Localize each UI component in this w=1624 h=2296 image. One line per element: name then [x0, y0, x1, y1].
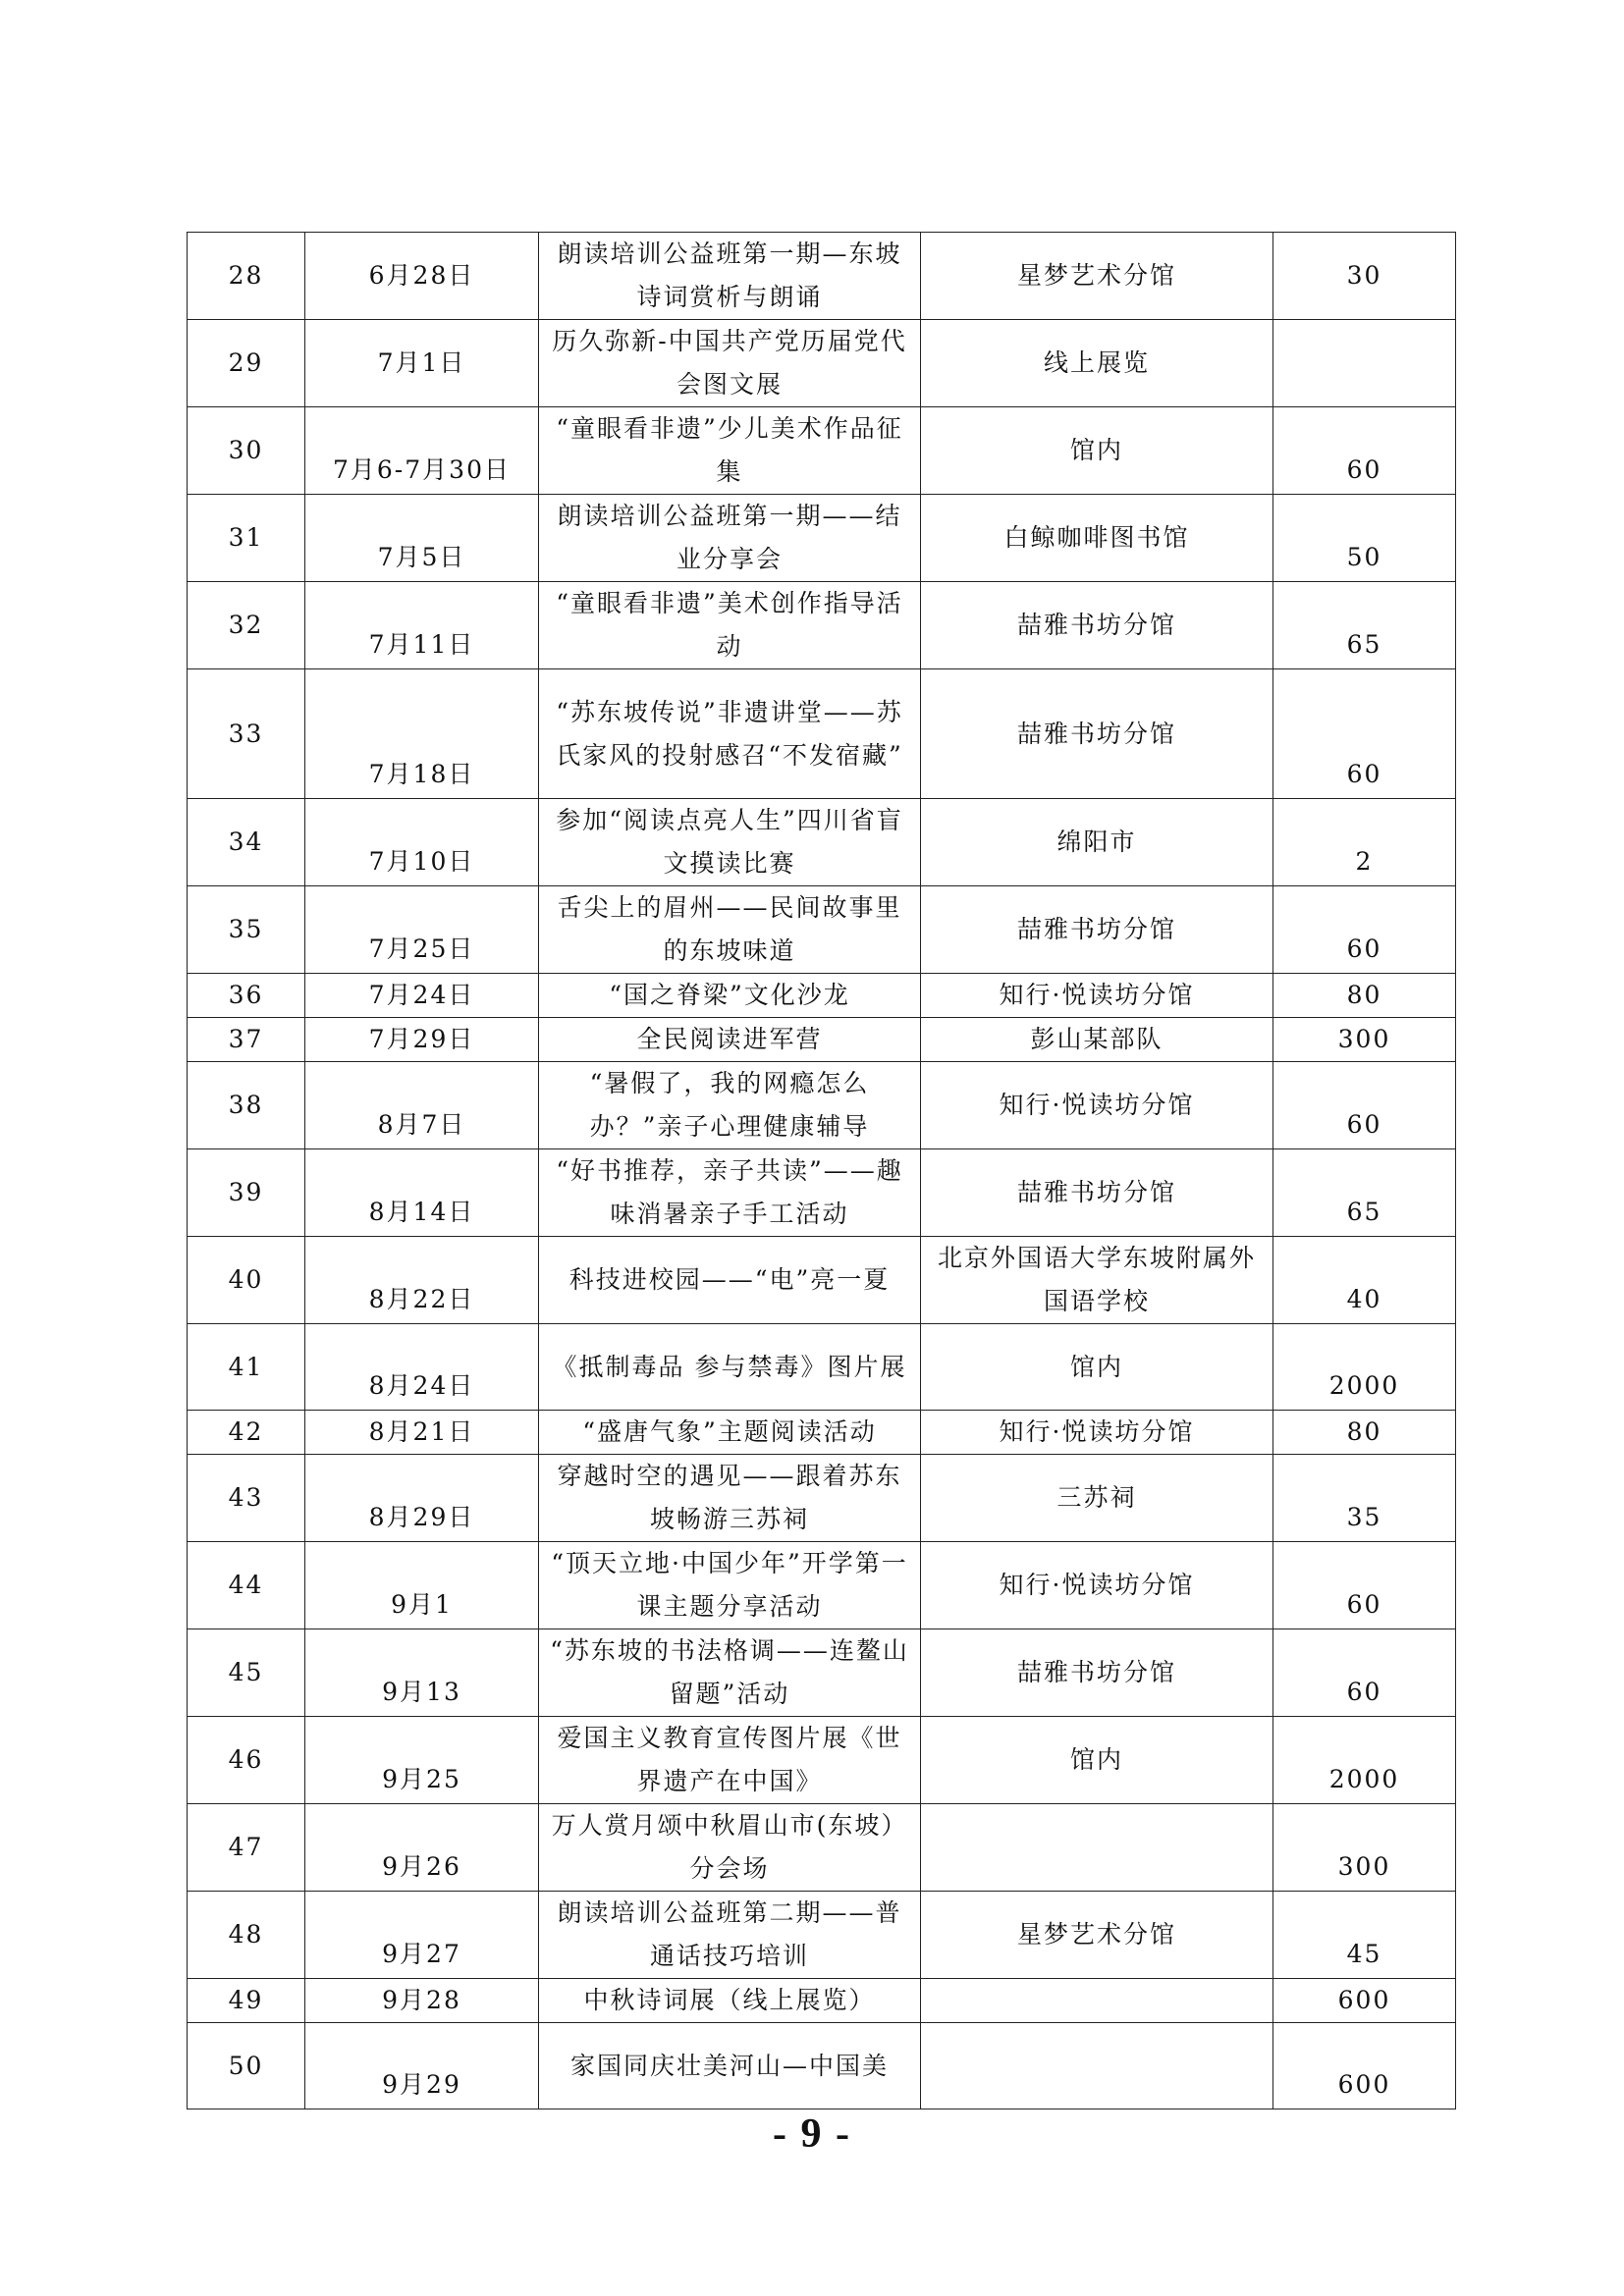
activity-date: 7月24日	[305, 974, 539, 1018]
activity-venue: 喆雅书坊分馆	[921, 669, 1273, 799]
table-row	[188, 1411, 1456, 1455]
activity-name: 历久弥新-中国共产党历届党代会图文展	[539, 320, 921, 407]
participant-count: 60	[1273, 407, 1456, 495]
row-number: 49	[188, 1979, 305, 2023]
table-row	[188, 407, 1456, 495]
participant-count: 65	[1273, 1149, 1456, 1237]
participant-count: 65	[1273, 582, 1456, 669]
activity-name: “苏东坡传说”非遗讲堂——苏氏家风的投射感召“不发宿藏”	[539, 669, 921, 799]
activity-date: 8月24日	[305, 1324, 539, 1411]
activity-venue: 馆内	[921, 1324, 1273, 1411]
participant-count: 45	[1273, 1892, 1456, 1979]
activity-name: “盛唐气象”主题阅读活动	[539, 1411, 921, 1455]
row-number: 45	[188, 1629, 305, 1717]
table-row	[188, 1062, 1456, 1149]
participant-count: 300	[1273, 1018, 1456, 1062]
activity-venue: 喆雅书坊分馆	[921, 886, 1273, 974]
row-number: 34	[188, 799, 305, 886]
row-number: 33	[188, 669, 305, 799]
activity-date: 8月7日	[305, 1062, 539, 1149]
participant-count: 2000	[1273, 1717, 1456, 1804]
row-number: 40	[188, 1237, 305, 1324]
activity-venue	[921, 1979, 1273, 2023]
activity-date: 9月26	[305, 1804, 539, 1892]
table-row	[188, 1804, 1456, 1892]
activity-venue	[921, 1804, 1273, 1892]
table-row	[188, 886, 1456, 974]
activity-venue: 馆内	[921, 1717, 1273, 1804]
activity-name: 全民阅读进军营	[539, 1018, 921, 1062]
activity-name: 朗读培训公益班第一期——结业分享会	[539, 495, 921, 582]
activity-name: “暑假了，我的网瘾怎么办？”亲子心理健康辅导	[539, 1062, 921, 1149]
row-number: 37	[188, 1018, 305, 1062]
row-number: 42	[188, 1411, 305, 1455]
activity-venue: 馆内	[921, 407, 1273, 495]
activity-date: 7月1日	[305, 320, 539, 407]
activity-name: 穿越时空的遇见——跟着苏东坡畅游三苏祠	[539, 1455, 921, 1542]
activity-date: 7月18日	[305, 669, 539, 799]
table-row	[188, 582, 1456, 669]
activity-venue: 喆雅书坊分馆	[921, 1629, 1273, 1717]
participant-count: 600	[1273, 2023, 1456, 2109]
row-number: 41	[188, 1324, 305, 1411]
table-row	[188, 974, 1456, 1018]
activity-name: “顶天立地·中国少年”开学第一课主题分享活动	[539, 1542, 921, 1629]
participant-count: 60	[1273, 669, 1456, 799]
activity-name: 参加“阅读点亮人生”四川省盲文摸读比赛	[539, 799, 921, 886]
activity-name: 爱国主义教育宣传图片展《世界遗产在中国》	[539, 1717, 921, 1804]
activity-name: 朗读培训公益班第一期—东坡诗词赏析与朗诵	[539, 233, 921, 320]
participant-count: 40	[1273, 1237, 1456, 1324]
activity-date: 8月29日	[305, 1455, 539, 1542]
row-number: 44	[188, 1542, 305, 1629]
table-row	[188, 1629, 1456, 1717]
participant-count	[1273, 320, 1456, 407]
activity-venue: 知行·悦读坊分馆	[921, 1542, 1273, 1629]
row-number: 36	[188, 974, 305, 1018]
row-number: 38	[188, 1062, 305, 1149]
participant-count: 60	[1273, 1542, 1456, 1629]
activity-name: 《抵制毒品 参与禁毒》图片展	[539, 1324, 921, 1411]
activity-name: 家国同庆壮美河山—中国美	[539, 2023, 921, 2109]
activity-venue: 绵阳市	[921, 799, 1273, 886]
table-row	[188, 1542, 1456, 1629]
activity-venue: 知行·悦读坊分馆	[921, 1062, 1273, 1149]
activity-date: 9月25	[305, 1717, 539, 1804]
row-number: 48	[188, 1892, 305, 1979]
row-number: 50	[188, 2023, 305, 2109]
table-row	[188, 1455, 1456, 1542]
participant-count: 2000	[1273, 1324, 1456, 1411]
activity-venue: 彭山某部队	[921, 1018, 1273, 1062]
activity-venue	[921, 2023, 1273, 2109]
table-row	[188, 799, 1456, 886]
activity-table	[187, 232, 1456, 2109]
activity-name: “童眼看非遗”少儿美术作品征集	[539, 407, 921, 495]
activity-date: 8月22日	[305, 1237, 539, 1324]
table-row	[188, 1979, 1456, 2023]
table-row	[188, 1717, 1456, 1804]
page-number: - 9 -	[773, 2111, 851, 2157]
row-number: 31	[188, 495, 305, 582]
activity-venue: 喆雅书坊分馆	[921, 582, 1273, 669]
participant-count: 60	[1273, 1629, 1456, 1717]
activity-date: 7月10日	[305, 799, 539, 886]
activity-venue: 三苏祠	[921, 1455, 1273, 1542]
row-number: 35	[188, 886, 305, 974]
row-number: 39	[188, 1149, 305, 1237]
activity-table-body	[188, 233, 1456, 2109]
activity-date: 8月14日	[305, 1149, 539, 1237]
table-row	[188, 669, 1456, 799]
row-number: 43	[188, 1455, 305, 1542]
row-number: 32	[188, 582, 305, 669]
participant-count: 80	[1273, 974, 1456, 1018]
participant-count: 80	[1273, 1411, 1456, 1455]
participant-count: 300	[1273, 1804, 1456, 1892]
activity-venue: 白鲸咖啡图书馆	[921, 495, 1273, 582]
table-row	[188, 1018, 1456, 1062]
participant-count: 30	[1273, 233, 1456, 320]
activity-date: 9月29	[305, 2023, 539, 2109]
table-row	[188, 320, 1456, 407]
activity-name: 舌尖上的眉州——民间故事里的东坡味道	[539, 886, 921, 974]
activity-date: 7月29日	[305, 1018, 539, 1062]
activity-name: “国之脊梁”文化沙龙	[539, 974, 921, 1018]
activity-name: “童眼看非遗”美术创作指导活动	[539, 582, 921, 669]
participant-count: 50	[1273, 495, 1456, 582]
activity-venue: 星梦艺术分馆	[921, 1892, 1273, 1979]
activity-date: 7月25日	[305, 886, 539, 974]
participant-count: 60	[1273, 886, 1456, 974]
activity-venue: 北京外国语大学东坡附属外国语学校	[921, 1237, 1273, 1324]
row-number: 47	[188, 1804, 305, 1892]
activity-date: 7月5日	[305, 495, 539, 582]
activity-name: 朗读培训公益班第二期——普通话技巧培训	[539, 1892, 921, 1979]
activity-date: 9月1	[305, 1542, 539, 1629]
activity-venue: 知行·悦读坊分馆	[921, 1411, 1273, 1455]
table-row	[188, 1324, 1456, 1411]
activity-date: 9月28	[305, 1979, 539, 2023]
activity-name: 科技进校园——“电”亮一夏	[539, 1237, 921, 1324]
activity-date: 7月11日	[305, 582, 539, 669]
activity-venue: 星梦艺术分馆	[921, 233, 1273, 320]
row-number: 28	[188, 233, 305, 320]
participant-count: 2	[1273, 799, 1456, 886]
activity-name: “好书推荐，亲子共读”——趣味消暑亲子手工活动	[539, 1149, 921, 1237]
activity-date: 9月27	[305, 1892, 539, 1979]
table-row	[188, 2023, 1456, 2109]
table-row	[188, 1149, 1456, 1237]
participant-count: 60	[1273, 1062, 1456, 1149]
table-row	[188, 233, 1456, 320]
table-row	[188, 1237, 1456, 1324]
table-row	[188, 1892, 1456, 1979]
activity-date: 8月21日	[305, 1411, 539, 1455]
participant-count: 600	[1273, 1979, 1456, 2023]
activity-venue: 线上展览	[921, 320, 1273, 407]
activity-venue: 知行·悦读坊分馆	[921, 974, 1273, 1018]
activity-date: 6月28日	[305, 233, 539, 320]
activity-name: 中秋诗词展（线上展览）	[539, 1979, 921, 2023]
activity-venue: 喆雅书坊分馆	[921, 1149, 1273, 1237]
row-number: 29	[188, 320, 305, 407]
table-row	[188, 495, 1456, 582]
activity-date: 7月6-7月30日	[305, 407, 539, 495]
participant-count: 35	[1273, 1455, 1456, 1542]
row-number: 46	[188, 1717, 305, 1804]
activity-date: 9月13	[305, 1629, 539, 1717]
activity-name: “苏东坡的书法格调——连鳌山留题”活动	[539, 1629, 921, 1717]
activity-name: 万人赏月颂中秋眉山市(东坡）分会场	[539, 1804, 921, 1892]
row-number: 30	[188, 407, 305, 495]
